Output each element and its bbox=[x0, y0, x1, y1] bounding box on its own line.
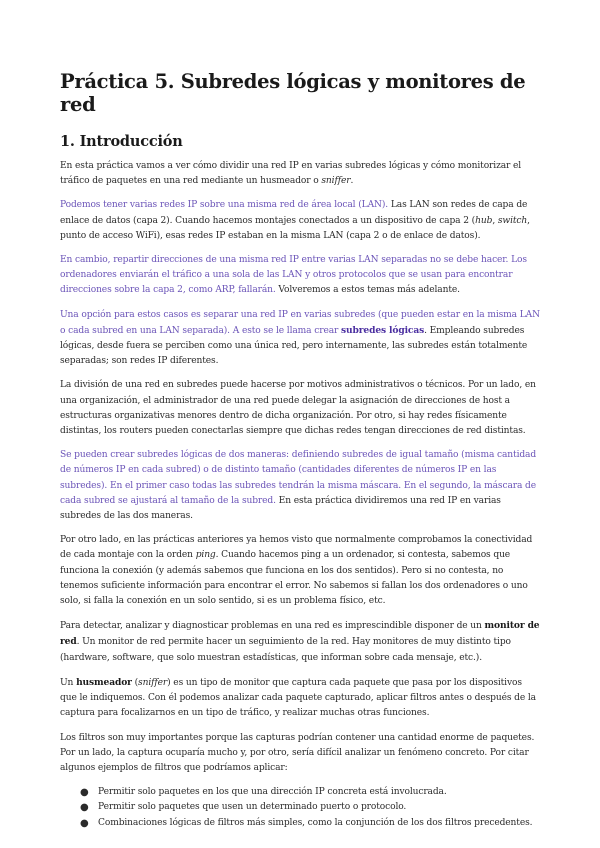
text: Un bbox=[60, 677, 77, 688]
text: , punto de acceso WiFi), esas redes IP estaban en la misma LAN (capa 2 o de enlace de datos). bbox=[60, 215, 530, 241]
highlighted-text: Podemos tener varias redes IP sobre una misma red de área local (LAN). bbox=[60, 200, 389, 211]
highlighted-text: En cambio, repartir direcciones de una misma red IP entre varias LAN separadas no se debe hacer. Los ordenadores enviarán el tráfico a una sola de las LAN y otros protocolos que se usan para encontrar direcciones sobre la capa 2, como ARP, fallarán. bbox=[60, 255, 527, 296]
text: En esta práctica vamos a ver cómo dividir una red IP en varias subredes lógicas y cómo monitorizar el tráfico de paquetes en una red mediante un husmeador o bbox=[60, 161, 522, 187]
highlighted-text: Se pueden crear subredes lógicas de dos maneras: definiendo subredes de igual tamaño (misma cantidad de números IP en cada subred) o de distinto tamaño (cantidades diferentes de números IP en las subredes). En el primer caso todas las subredes tendrán la misma máscara. En el segundo, la máscara de cada subred se ajustará al tamaño de la subred. bbox=[60, 450, 537, 506]
text: . bbox=[350, 176, 354, 187]
paragraph-8 bbox=[60, 618, 540, 666]
bullet-icon: ● bbox=[80, 787, 89, 799]
list-item-text: Permitir solo paquetes en los que una dirección IP concreta está involucrada. bbox=[98, 787, 447, 798]
paragraph-4 bbox=[60, 308, 540, 370]
emphasis: switch bbox=[497, 215, 528, 226]
text: En esta práctica dividiremos una red IP en varias subredes de las dos maneras. bbox=[60, 495, 501, 522]
text: , bbox=[492, 215, 498, 226]
page-title: Práctica 5. Subredes lógicas y monitores de red bbox=[60, 70, 526, 116]
text: . Empleando subredes lógicas, desde fuera se perciben como una única red, pero internamente, las subredes están totalmente separadas; son redes IP diferentes. bbox=[60, 325, 528, 367]
paragraph-1 bbox=[60, 159, 540, 189]
list-item bbox=[80, 785, 540, 800]
paragraph-6 bbox=[60, 448, 540, 524]
paragraph-9 bbox=[60, 675, 540, 722]
bold-term: subredes lógicas bbox=[341, 324, 425, 336]
paragraph-10: Los filtros son muy importantes porque las capturas podrían contener una cantidad enorme de paquetes. Por un lado, la captura ocuparía mucho y, por otro, sería difícil analizar un fenómeno concreto. Por citar algunos ejemplos de filtros que podríamos aplicar: bbox=[60, 732, 535, 773]
bold-term: monitor de red bbox=[60, 620, 540, 648]
text: Para detectar, analizar y diagnosticar problemas en una red es imprescindible disponer de un bbox=[60, 621, 485, 632]
list-item-text: Permitir solo paquetes que usen un determinado puerto o protocolo. bbox=[98, 802, 407, 813]
paragraph-2 bbox=[60, 198, 540, 244]
text: . Un monitor de red permite hacer un seguimiento de la red. Hay monitores de muy distinto tipo (hardware, software, que solo muestran estadísticas, que informan sobre cada mensaje, etc.). bbox=[60, 637, 511, 663]
section-heading: 1. Introducción bbox=[60, 133, 183, 150]
list-item bbox=[80, 816, 540, 831]
emphasis: hub bbox=[475, 215, 493, 226]
emphasis: sniffer bbox=[138, 677, 168, 688]
highlighted-text: Una opción para estos casos es separar una red IP en varias subredes (que pueden estar en la misma LAN o cada subred en una LAN separada). A esto se le llama crear bbox=[60, 309, 540, 336]
emphasis: ping bbox=[195, 550, 216, 561]
list-item bbox=[80, 800, 540, 815]
text: . Cuando hacemos ping a un ordenador, si contesta, sabemos que funciona la conexión (y además sabemos que funciona en los dos sentidos). Pero si no contesta, no tenemos suficiente información para encontrar el error. No sabemos si fallan los dos ordenadores o uno solo, si falla la conexión en un solo sentido, si es un problema físico, etc. bbox=[60, 550, 528, 607]
text: ( bbox=[131, 677, 139, 688]
filter-list bbox=[60, 785, 540, 831]
paragraph-3 bbox=[60, 253, 540, 299]
paragraph-5: La división de una red en subredes puede hacerse por motivos administrativos o técnicos. Por un lado, en una organización, el administrador de una red puede delegar la asignación de direcciones de host a estructuras organizativas menores dentro de dicha organización. Por otro, si hay redes físicamente distintas, los routers pueden conectarlas siempre que dichas redes tengan direcciones de red distintas. bbox=[60, 380, 536, 437]
text: Volveremos a estos temas más adelante. bbox=[275, 285, 460, 296]
text: Por otro lado, en las prácticas anteriores ya hemos visto que normalmente comprobamos la conectividad de cada montaje con la orden bbox=[60, 535, 533, 561]
text: Las LAN son redes de capa de enlace de datos (capa 2). Cuando hacemos montajes conectados a un dispositivo de capa 2 ( bbox=[60, 200, 528, 226]
emphasis: sniffer bbox=[321, 176, 351, 187]
list-item-text: Combinaciones lógicas de filtros más simples, como la conjunción de los dos filtros precedentes. bbox=[98, 817, 533, 828]
text: ) es un tipo de monitor que captura cada paquete que pasa por los dispositivos que le indiquemos. Con él podemos analizar cada paquete capturado, aplicar filtros antes o después de la captura para focalizarnos en un tipo de tráfico, y realizar muchas otras funciones. bbox=[60, 677, 536, 719]
bullet-icon: ● bbox=[80, 817, 89, 829]
paragraph-7 bbox=[60, 533, 540, 609]
bullet-icon: ● bbox=[80, 802, 89, 814]
bold-term: husmeador bbox=[76, 676, 132, 688]
